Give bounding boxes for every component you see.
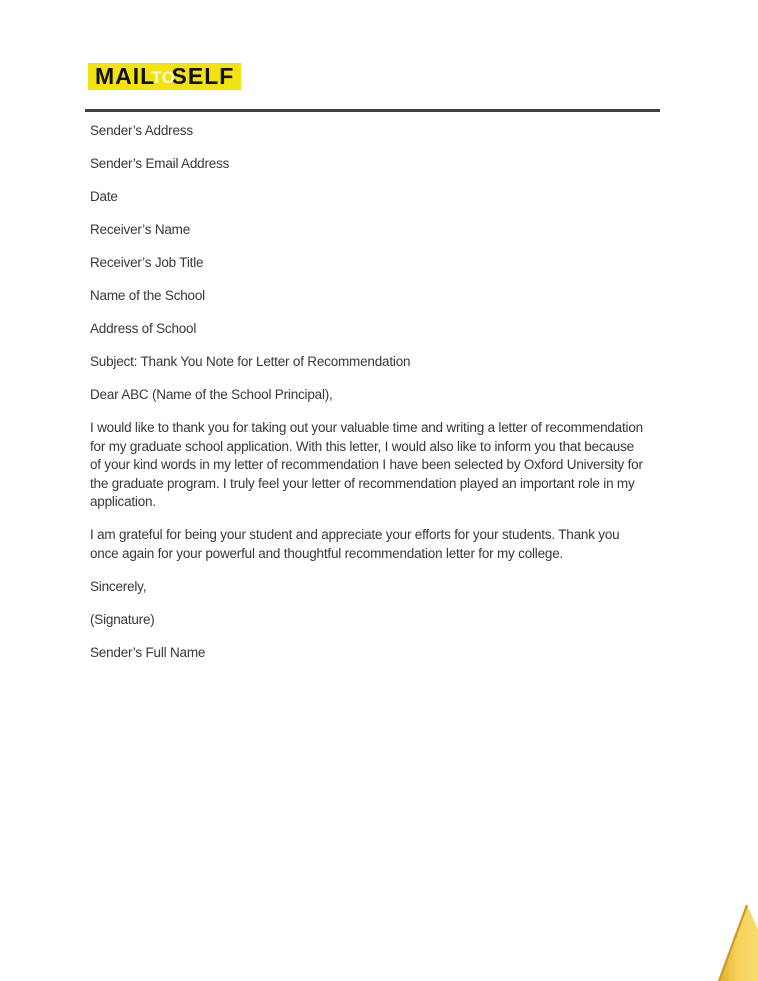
paragraph-1-line: of your kind words in my letter of recommendation I have been selected by Oxford University for [90, 457, 643, 472]
signature-placeholder-line: (Signature) [90, 611, 155, 627]
paragraph-1-line: for my graduate school application. With this letter, I would also like to inform you that because [90, 438, 634, 454]
letter-body [90, 122, 690, 677]
paragraph-2 [90, 526, 690, 563]
paragraph-2-line: I am grateful for being your student and appreciate your efforts for your students. Thank you [90, 527, 620, 542]
logo-word-mail: MAIL [95, 63, 156, 89]
paragraph-1-line: the graduate program. I truly feel your letter of recommendation played an important role in my [90, 475, 635, 491]
salutation-line: Dear ABC (Name of the School Principal), [90, 387, 333, 402]
paragraph-2-line: once again for your powerful and thoughtful recommendation letter for my college. [90, 545, 564, 561]
closing-line: Sincerely, [90, 578, 147, 594]
receiver-name-line: Receiver’s Name [90, 222, 191, 237]
subject-line: Subject: Thank You Note for Letter of Recommendation [90, 354, 411, 369]
school-address-line: Address of School [90, 321, 197, 336]
logo-word-to: TO [151, 67, 176, 87]
sender-address-line: Sender’s Address [90, 123, 193, 138]
divider-line [85, 109, 660, 112]
corner-accent-triangle [698, 891, 758, 981]
date-line: Date [90, 189, 118, 204]
paragraph-1-line: I would like to thank you for taking out your valuable time and writing a letter of recommendation [90, 420, 643, 435]
paragraph-1 [90, 419, 690, 512]
sender-full-name-line: Sender’s Full Name [90, 644, 206, 660]
receiver-job-title-line: Receiver’s Job Title [90, 255, 204, 270]
sender-email-line: Sender’s Email Address [90, 156, 230, 171]
logo-word-self: SELF [171, 63, 235, 89]
school-name-line: Name of the School [90, 288, 205, 303]
paragraph-1-line: application. [90, 494, 156, 509]
mail-to-self-logo [88, 63, 241, 90]
